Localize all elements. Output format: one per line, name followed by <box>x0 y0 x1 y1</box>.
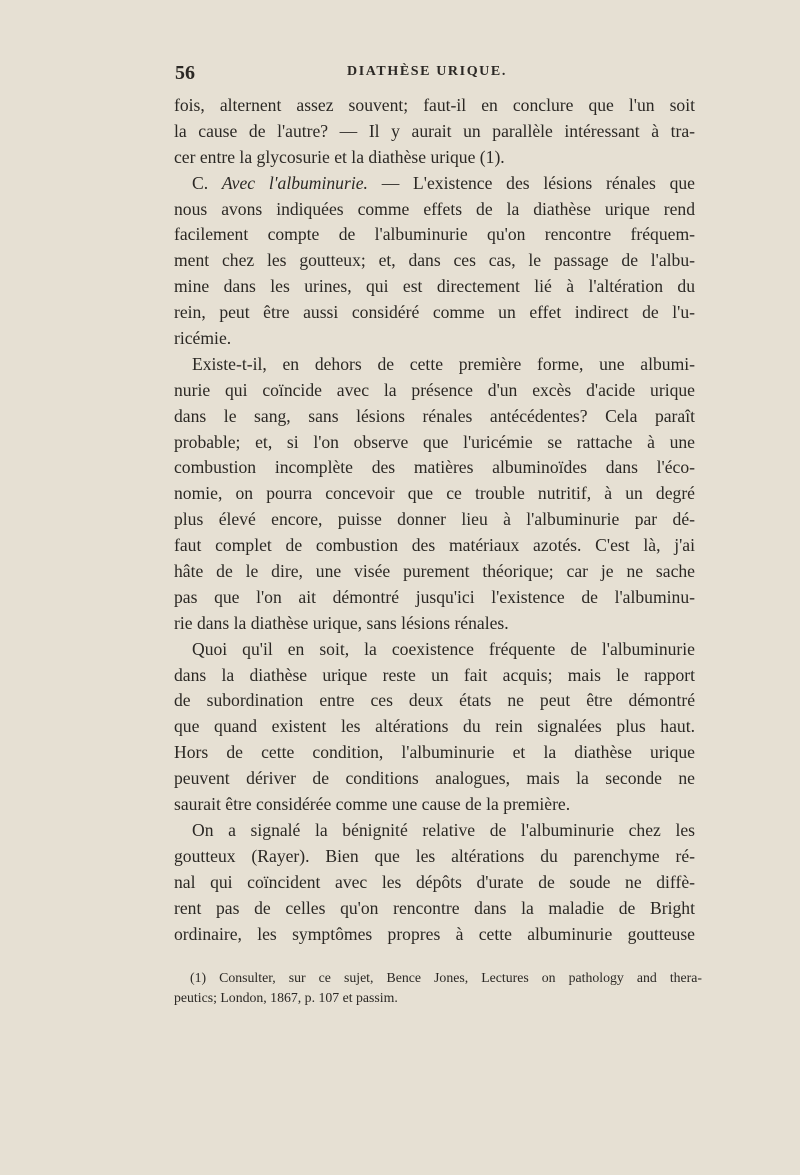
text-line: ricémie. <box>174 328 232 349</box>
text-line: probable; et, si l'on observe que l'uricémie se rattache à une <box>174 431 695 452</box>
body-text <box>174 93 695 947</box>
paragraph-start: Existe-t-il, en dehors de cette première forme, une albumi- <box>192 353 695 374</box>
running-head <box>175 62 695 88</box>
text-line: mine dans les urines, qui est directement lié à l'altération du <box>174 276 695 297</box>
footnotes <box>174 968 702 1008</box>
text-line: plus élevé encore, puisse donner lieu à l'albuminurie par dé- <box>174 509 695 530</box>
text-line: nurie qui coïncide avec la présence d'un excès d'acide urique <box>174 379 695 400</box>
text-line: ordinaire, les symptômes propres à cette albuminurie goutteuse <box>174 923 695 944</box>
text-line: que quand existent les altérations du rein signalées plus haut. <box>174 716 695 737</box>
text-line: rent pas de celles qu'on rencontre dans la maladie de Bright <box>174 897 695 918</box>
paragraph-start: Quoi qu'il en soit, la coexistence fréquente de l'albuminurie <box>192 638 695 659</box>
footnote-line: peutics; London, 1867, p. 107 et passim. <box>174 990 398 1005</box>
text-line: faut complet de combustion des matériaux azotés. C'est là, j'ai <box>174 535 695 556</box>
text-line: facilement compte de l'albuminurie qu'on rencontre fréquem- <box>174 224 695 245</box>
text-line: goutteux (Rayer). Bien que les altérations du parenchyme ré- <box>174 845 695 866</box>
text-line: fois, alternent assez souvent; faut-il en conclure que l'un soit <box>174 95 695 115</box>
text-line: la cause de l'autre? — Il y aurait un parallèle intéressant à tra- <box>174 120 695 141</box>
text-line: nomie, on pourra concevoir que ce trouble nutritif, à un degré <box>174 483 695 504</box>
text-line: nous avons indiquées comme effets de la diathèse urique rend <box>174 198 695 219</box>
text-line: rein, peut être aussi considéré comme un effet indirect de l'u- <box>174 302 695 323</box>
running-title: DIATHÈSE URIQUE. <box>347 64 507 79</box>
text-line: dans la diathèse urique reste un fait acquis; mais le rapport <box>174 664 695 685</box>
text-line: ment chez les goutteux; et, dans ces cas, le passage de l'albu- <box>174 250 695 271</box>
text-line: nal qui coïncident avec les dépôts d'urate de soude ne diffè- <box>174 871 695 892</box>
text-line: cer entre la glycosurie et la diathèse urique (1). <box>174 146 505 167</box>
section-title: Avec l'albuminurie. <box>221 172 368 193</box>
text-line: rie dans la diathèse urique, sans lésions rénales. <box>174 612 509 633</box>
section-text: — L'existence des lésions rénales que <box>367 172 695 193</box>
text-line: dans le sang, sans lésions rénales antécédentes? Cela paraît <box>174 405 695 426</box>
text-line: peuvent dériver de conditions analogues, mais la seconde ne <box>174 768 695 789</box>
section-label: C. <box>192 172 209 193</box>
text-line: saurait être considérée comme une cause de la première. <box>174 794 571 815</box>
paragraph-start: On a signalé la bénignité relative de l'albuminurie chez les <box>192 819 695 840</box>
text-line: hâte de le dire, une visée purement théorique; car je ne sache <box>174 561 695 582</box>
text-line: pas que l'on ait démontré jusqu'ici l'existence de l'albuminu- <box>174 586 695 607</box>
text-line: combustion incomplète des matières albuminoïdes dans l'éco- <box>174 457 695 478</box>
text-line: de subordination entre ces deux états ne peut être démontré <box>174 690 695 711</box>
page-number: 56 <box>175 62 195 84</box>
footnote-line: (1) Consulter, sur ce sujet, Bence Jones, Lectures on pathology and thera- <box>190 970 702 985</box>
text-line: Hors de cette condition, l'albuminurie et la diathèse urique <box>174 742 695 763</box>
section-c-heading-line <box>174 171 695 197</box>
